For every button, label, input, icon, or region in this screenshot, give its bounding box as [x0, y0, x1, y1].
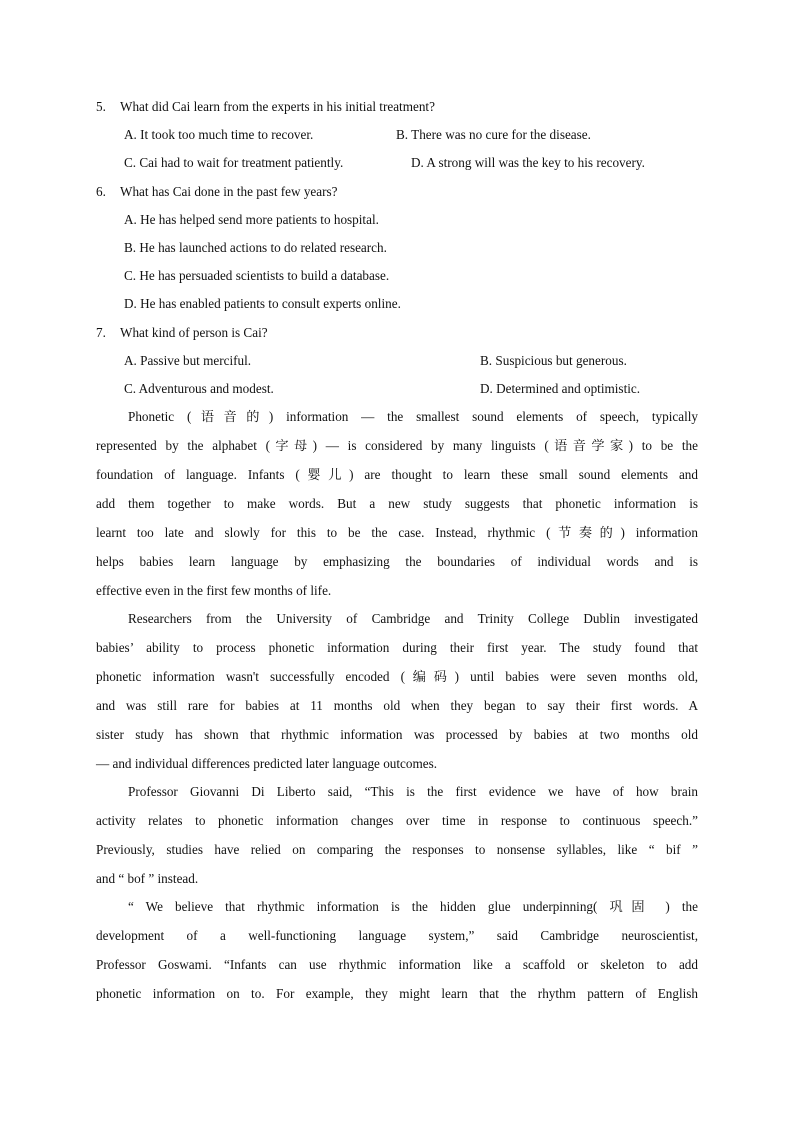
option-d: D. A strong will was the key to his recovery.	[411, 155, 645, 170]
passage-line	[96, 489, 698, 518]
question-number: 6.	[96, 184, 106, 199]
passage-line	[96, 950, 698, 979]
line-text: activity relates to phonetic information changes over time in response to continuous speech.”	[96, 813, 698, 828]
passage-line	[96, 604, 698, 633]
passage-line	[96, 662, 698, 691]
line-text: Phonetic (语音的) information — the smallest sound elements of speech, typically	[128, 409, 698, 424]
passage-line	[96, 691, 698, 720]
line-text: phonetic information wasn't successfully encoded (编码) until babies were seven months old,	[96, 669, 698, 684]
passage-paragraph-1	[96, 402, 698, 605]
passage-line	[96, 547, 698, 576]
option-c: C. Adventurous and modest.	[124, 381, 274, 396]
option-a: A. Passive but merciful.	[124, 353, 252, 368]
passage-line	[96, 720, 698, 749]
passage-line	[96, 921, 698, 950]
line-text: represented by the alphabet (字母) — is considered by many linguists (语音学家) to be the	[96, 438, 698, 453]
question-text: What has Cai done in the past few years?	[120, 184, 338, 199]
option-d: D. Determined and optimistic.	[480, 381, 641, 396]
question-7	[96, 318, 698, 347]
question-text: What kind of person is Cai?	[120, 325, 268, 340]
option-row	[96, 149, 698, 177]
line-text: “ We believe that rhythmic information is the hidden glue underpinning( 巩固 ) the	[128, 899, 698, 914]
passage-line	[96, 518, 698, 547]
line-text: effective even in the first few months of life.	[96, 583, 332, 598]
question-text: What did Cai learn from the experts in his initial treatment?	[120, 99, 435, 114]
line-text: babies’ ability to process phonetic information during their first year. The study found that	[96, 640, 698, 655]
passage-line	[96, 576, 698, 605]
passage-line	[96, 806, 698, 835]
option-b: B. He has launched actions to do related research.	[124, 240, 387, 255]
option-row	[96, 234, 698, 262]
line-text: learnt too late and slowly for this to be the case. Instead, rhythmic (节奏的) information	[96, 525, 698, 540]
line-text: and was still rare for babies at 11 months old when they began to say their first words. A	[96, 698, 698, 713]
option-row	[96, 262, 698, 290]
line-text: phonetic information on to. For example, they might learn that the rhythm pattern of English	[96, 986, 698, 1001]
passage-line	[96, 460, 698, 489]
passage-line	[96, 892, 698, 921]
option-d: D. He has enabled patients to consult experts online.	[124, 296, 401, 311]
passage-line	[96, 864, 698, 893]
line-text: development of a well-functioning language system,” said Cambridge neuroscientist,	[96, 928, 698, 943]
passage-line	[96, 749, 698, 778]
option-c: C. Cai had to wait for treatment patiently.	[124, 155, 344, 170]
option-b: B. There was no cure for the disease.	[396, 127, 591, 142]
line-text: Professor Giovanni Di Liberto said, “This is the first evidence we have of how brain	[128, 784, 698, 799]
passage-paragraph-2	[96, 604, 698, 778]
option-row	[96, 121, 698, 149]
passage-line	[96, 633, 698, 662]
passage-paragraph-3	[96, 777, 698, 893]
line-text: Professor Goswami. “Infants can use rhythmic information like a scaffold or skeleton to add	[96, 957, 698, 972]
option-b: B. Suspicious but generous.	[480, 353, 627, 368]
passage-line	[96, 402, 698, 431]
option-a: A. He has helped send more patients to hospital.	[124, 212, 379, 227]
line-text: Previously, studies have relied on comparing the responses to nonsense syllables, like “ bif ”	[96, 842, 698, 857]
option-row	[96, 290, 698, 318]
question-number: 5.	[96, 99, 106, 114]
option-c: C. He has persuaded scientists to build a database.	[124, 268, 390, 283]
passage-line	[96, 835, 698, 864]
line-text: — and individual differences predicted later language outcomes.	[96, 756, 438, 771]
question-6	[96, 177, 698, 206]
line-text: helps babies learn language by emphasizing the boundaries of individual words and is	[96, 554, 698, 569]
option-a: A. It took too much time to recover.	[124, 127, 314, 142]
option-row	[96, 347, 698, 375]
line-text: and “ bof ” instead.	[96, 871, 199, 886]
line-text: add them together to make words. But a new study suggests that phonetic information is	[96, 496, 698, 511]
passage-paragraph-4	[96, 892, 698, 1008]
line-text: sister study has shown that rhythmic information was processed by babies at two months old	[96, 727, 698, 742]
line-text: foundation of language. Infants (婴儿) are thought to learn these small sound elements and	[96, 467, 698, 482]
passage-line	[96, 979, 698, 1008]
document-page	[96, 92, 698, 1008]
passage-line	[96, 431, 698, 460]
option-row	[96, 206, 698, 234]
question-5	[96, 92, 698, 121]
option-row	[96, 375, 698, 403]
line-text: Researchers from the University of Cambridge and Trinity College Dublin investigated	[128, 611, 698, 626]
question-number: 7.	[96, 325, 106, 340]
passage-line	[96, 777, 698, 806]
